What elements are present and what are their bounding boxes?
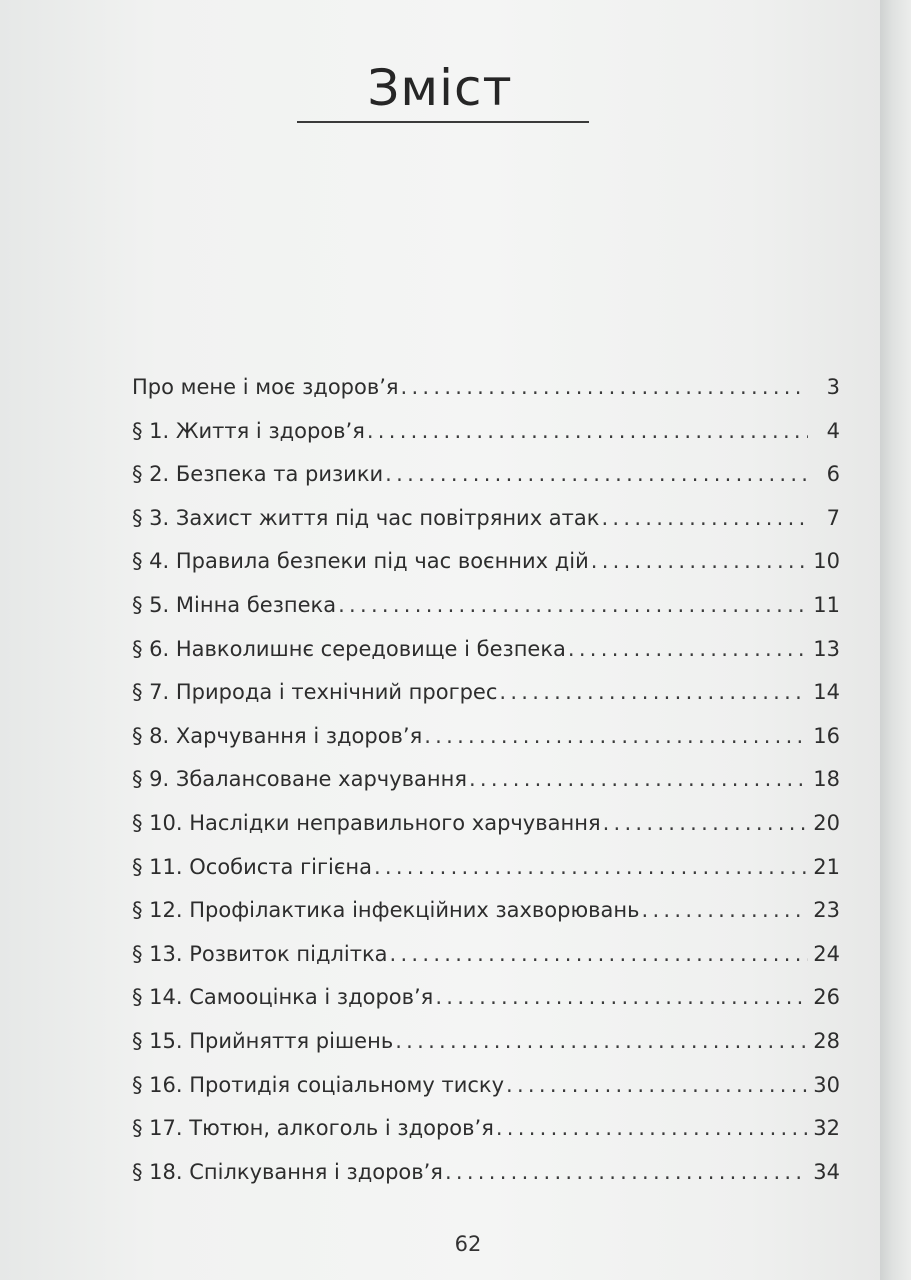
toc-page-number: 20 — [813, 810, 840, 835]
toc-entry-title: § 12. Профілактика інфекційних захворювань — [132, 898, 640, 923]
toc-entry-title: § 4. Правила безпеки під час воєнних дій — [132, 549, 589, 574]
toc-entry-title: Про мене і моє здоров’я — [132, 375, 399, 399]
toc-page-number: 7 — [826, 505, 840, 530]
toc-entry-title: § 1. Життя і здоров’я — [132, 418, 365, 443]
toc-page-number: 4 — [826, 418, 840, 443]
toc-entry — [132, 584, 840, 628]
page-number: 62 — [454, 1232, 482, 1256]
toc-entry — [132, 758, 840, 802]
toc-page-number: 11 — [813, 592, 840, 617]
toc-entry — [132, 453, 840, 497]
toc-entry — [132, 1107, 840, 1151]
toc-page-number: 32 — [813, 1116, 840, 1141]
dot-leader — [601, 497, 808, 541]
toc-page-number: 16 — [813, 723, 840, 748]
dot-leader — [401, 366, 808, 410]
dot-leader — [499, 671, 808, 715]
toc-entry — [132, 671, 840, 715]
dot-leader — [367, 410, 808, 454]
dot-leader — [374, 846, 808, 890]
dot-leader — [568, 628, 808, 672]
toc-entry-title: § 18. Спілкування і здоров’я — [132, 1159, 443, 1184]
toc-page-number: 14 — [813, 680, 840, 705]
toc-entry-title: § 5. Мінна безпека — [132, 592, 337, 617]
toc-entry — [132, 976, 840, 1020]
toc-entry — [132, 1020, 840, 1064]
page-title: Зміст — [367, 59, 513, 117]
dot-leader — [603, 802, 808, 846]
toc-page-number: 6 — [826, 462, 840, 487]
toc-entry — [132, 846, 840, 890]
toc-entry — [132, 410, 840, 454]
toc-entry — [132, 628, 840, 672]
table-of-contents — [132, 366, 840, 1194]
toc-entry — [132, 802, 840, 846]
toc-entry — [132, 715, 840, 759]
dot-leader — [390, 933, 808, 977]
toc-entry-title: § 15. Прийняття рішень — [132, 1028, 394, 1053]
toc-entry — [132, 540, 840, 584]
toc-page-number: 10 — [813, 549, 840, 574]
toc-entry-title: § 14. Самооцінка і здоров’я — [132, 985, 434, 1010]
toc-entry-title: § 17. Тютюн, алкоголь і здоров’я — [132, 1116, 494, 1141]
toc-page-number: 23 — [813, 898, 840, 923]
toc-entry-title: § 6. Навколишнє середовище і безпека — [132, 636, 566, 661]
toc-entry-title: § 10. Наслідки неправильного харчування — [132, 810, 601, 835]
toc-page-number: 24 — [813, 941, 840, 966]
toc-entry — [132, 933, 840, 977]
toc-page-number: 3 — [826, 375, 840, 399]
toc-entry — [132, 1151, 840, 1195]
toc-entry-title: § 13. Розвиток підлітка — [132, 941, 388, 966]
toc-entry-title: § 11. Особиста гігієна — [132, 854, 372, 879]
toc-entry-title: § 8. Харчування і здоров’я — [132, 723, 423, 748]
toc-page-number: 34 — [813, 1159, 840, 1184]
toc-page-number: 13 — [813, 636, 840, 661]
toc-entry — [132, 1064, 840, 1108]
toc-page-number: 18 — [813, 767, 840, 792]
page-edge-shadow — [880, 0, 911, 1280]
toc-entry — [132, 889, 840, 933]
toc-entry — [132, 497, 840, 541]
dot-leader — [445, 1151, 808, 1195]
dot-leader — [338, 584, 808, 628]
toc-page-number: 21 — [813, 854, 840, 879]
dot-leader — [424, 715, 808, 759]
dot-leader — [506, 1064, 808, 1108]
toc-entry-title: § 3. Захист життя під час повітряних атак — [132, 505, 600, 530]
toc-entry-title: § 9. Збалансоване харчування — [132, 767, 467, 792]
dot-leader — [395, 1020, 808, 1064]
toc-entry-title: § 16. Протидія соціальному тиску — [132, 1072, 505, 1097]
dot-leader — [435, 976, 808, 1020]
dot-leader — [496, 1107, 808, 1151]
toc-page-number: 26 — [813, 985, 840, 1010]
toc-page-number: 28 — [813, 1028, 840, 1053]
dot-leader — [469, 758, 808, 802]
dot-leader — [591, 540, 808, 584]
toc-entry — [132, 366, 840, 410]
toc-page-number: 30 — [813, 1072, 840, 1097]
dot-leader — [385, 453, 808, 497]
dot-leader — [642, 889, 808, 933]
title-underline — [297, 121, 589, 123]
toc-entry-title: § 2. Безпека та ризики — [132, 462, 384, 487]
toc-entry-title: § 7. Природа і технічний прогрес — [132, 680, 498, 705]
